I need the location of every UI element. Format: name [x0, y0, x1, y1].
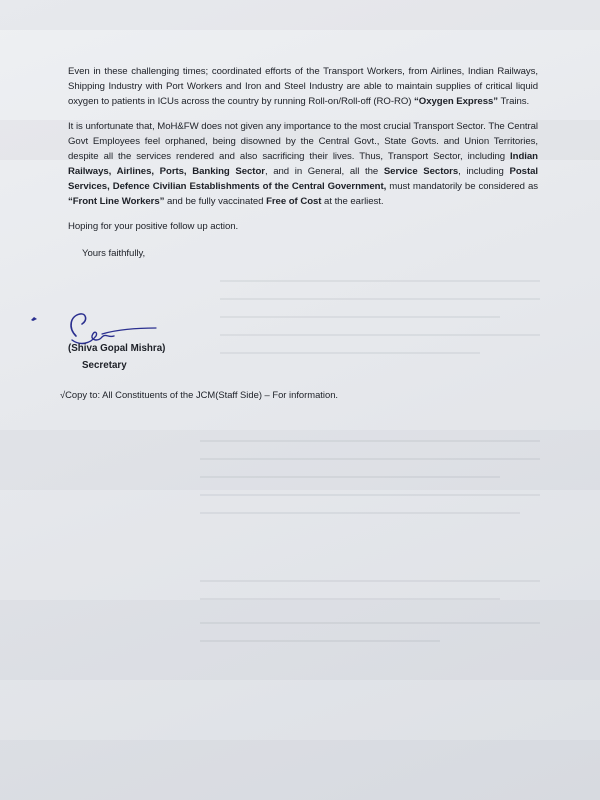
paragraph-text: , and in General, all the [264, 166, 384, 177]
emphasized-text: “Oxygen Express” [414, 96, 499, 107]
paragraph-text: , including [458, 166, 510, 177]
emphasized-text: Service Sectors [383, 166, 459, 177]
signatory-title: Secretary [82, 360, 127, 371]
paragraph-front-line-workers [68, 119, 538, 209]
paragraph-text: must mandatorily be considered as [386, 181, 538, 192]
paragraph-text: and be fully vaccinated [164, 196, 267, 207]
signatory-name: (Shiva Gopal Mishra) [68, 343, 166, 354]
paragraph-text: Trains. [498, 96, 530, 107]
emphasized-text: Indian Railways, Airlines, Ports, Banking Sector [68, 151, 538, 177]
paragraph-text: Hoping for your positive follow up action. [68, 221, 239, 232]
emphasized-text: Free of Cost [266, 196, 322, 207]
emphasized-text: “Front Line Workers” [68, 196, 165, 207]
paragraph-follow-up [68, 219, 538, 234]
paragraph-text: at the earliest. [321, 196, 384, 207]
letter-body [68, 64, 538, 261]
closing-salutation: Yours faithfully, [82, 248, 146, 259]
paragraph-text: Even in these challenging times; coordinated efforts of the Transport Workers, from Airlines, Indian Railways, Shipping Industry with Port Workers and Iron and Steel Industry are able to maintain supplies of critical liquid oxygen to patients in ICUs across the country by running Roll-on/Roll-off (RO-RO) [68, 66, 538, 107]
paragraph-text: It is unfortunate that, MoH&FW does not given any importance to the most crucial Transport Sector. The Central Govt Employees feel orphaned, being disowned by the Central Govt., State Govts. and Union Territories, despite all the services rendered and also sacrificing their lives. Thus, Transport Sector, including [68, 121, 538, 162]
copy-to-line: √Copy to: All Constituents of the JCM(Staff Side) – For information. [60, 389, 339, 400]
ink-mark [30, 316, 38, 322]
emphasized-text: Postal Services, Defence Civilian Establishments of the Central Government, [68, 166, 538, 192]
paragraph-oxygen-express [68, 64, 538, 109]
